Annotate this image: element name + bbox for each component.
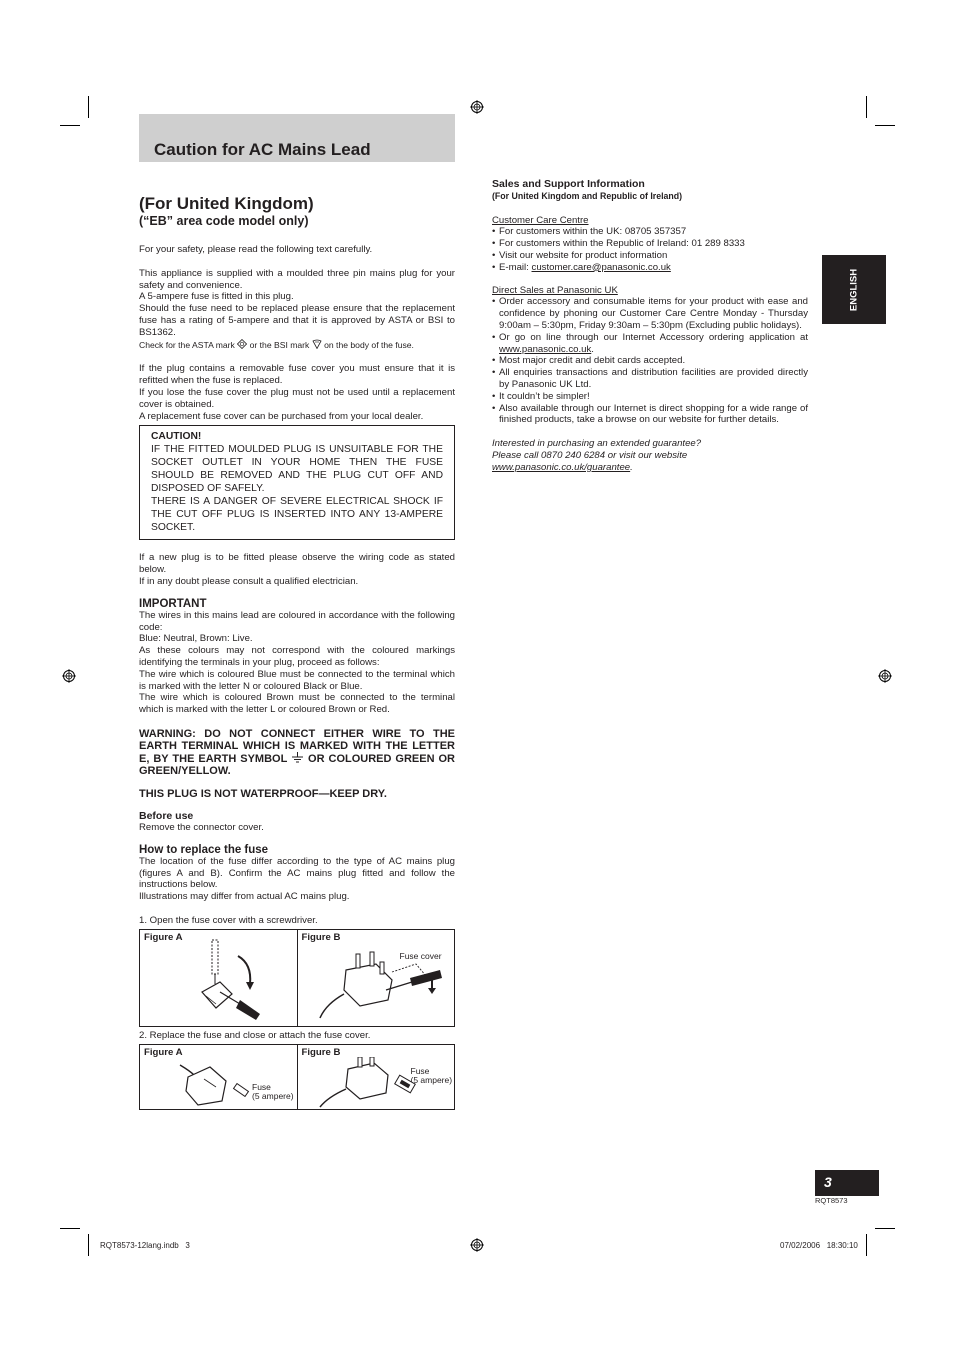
figure-row-replace <box>139 1044 455 1110</box>
crop-mark <box>60 1228 80 1229</box>
paragraph: This appliance is supplied with a moulded three pin mains plug for your safety and convenience. <box>139 267 455 291</box>
crop-mark <box>866 96 867 118</box>
list-item-text: Or go on line through our Internet Accessory ordering application at <box>499 331 808 343</box>
paragraph: A 5-ampere fuse is fitted in this plug. <box>139 291 294 303</box>
caution-text: IF THE FITTED MOULDED PLUG IS UNSUITABLE FOR THE SOCKET OUTLET IN YOUR HOME THEN THE FUSE SHOULD BE REMOVED AND THE PLUG CUT OFF AND DISPOSED OF SAFELY. <box>151 444 443 495</box>
list-item: • For customers within the Republic of Ireland: 01 289 8333 <box>492 238 808 250</box>
crop-mark <box>88 96 89 118</box>
care-centre-heading: Customer Care Centre <box>492 214 589 226</box>
paragraph: If the plug contains a removable fuse cover you must ensure that it is refitted when the fuse is replaced. <box>139 363 455 387</box>
care-centre-list <box>492 226 808 261</box>
sales-heading: Sales and Support Information <box>492 178 645 190</box>
registration-mark-icon <box>470 1238 484 1252</box>
warning-text-part: OR COLOURED GREEN OR GREEN/YELLOW. <box>139 752 455 777</box>
paragraph: The location of the fuse differ according to the type of AC mains plug (figures A and B). Confirm the AC mains plug fitted and follow the instructions below. <box>139 855 455 891</box>
asta-note-text: on the body of the fuse. <box>324 339 414 350</box>
caution-text: THERE IS A DANGER OF SEVERE ELECTRICAL SHOCK IF THE CUT OFF PLUG IS INSERTED INTO ANY 13-AMPERE SOCKET. <box>151 496 443 534</box>
crop-mark <box>88 1234 89 1256</box>
asta-note <box>139 339 455 352</box>
list-item: • It couldn’t be simpler! <box>492 391 808 403</box>
paragraph: Should the fuse need to be replaced please ensure that the replacement fuse has a rating of 5-ampere and that it is approved by ASTA or BSI to BS1362. <box>139 303 455 338</box>
guarantee-link[interactable]: www.panasonic.co.uk/guarantee <box>492 461 631 473</box>
fuse-rating-text: (5 ampere) <box>252 1091 294 1101</box>
figure-label: Figure A <box>144 931 183 943</box>
plug-a-fuse-illustration <box>176 1057 266 1107</box>
title-banner <box>139 114 455 162</box>
caution-title: CAUTION! <box>151 431 202 443</box>
paragraph: Remove the connector cover. <box>139 821 264 833</box>
page-number-box <box>815 1170 879 1196</box>
paragraph: If a new plug is to be fitted please observe the wiring code as stated below. <box>139 552 455 576</box>
list-item <box>492 262 808 274</box>
figure-b-open <box>297 930 455 1026</box>
guarantee-text: Please call 0870 240 6284 or visit our website <box>492 449 688 461</box>
registration-mark-icon <box>62 669 76 683</box>
list-item: • Most major credit and debit cards accepted. <box>492 355 808 367</box>
safety-intro: For your safety, please read the following text carefully. <box>139 244 373 255</box>
paragraph: As these colours may not correspond with the coloured markings identifying the terminals in your plug, proceed as follows: <box>139 645 455 668</box>
crop-mark <box>875 1228 895 1229</box>
figure-b-replace <box>297 1045 455 1109</box>
fuse-cover-label: Fuse cover <box>399 950 442 961</box>
warning-text-part: WARNING: DO NOT CONNECT EITHER WIRE TO THE EARTH TERMINAL WHICH IS MARKED WITH THE LETTER E, BY THE EARTH SYMBOL <box>139 727 455 765</box>
page-title: Caution for AC Mains Lead <box>154 140 371 159</box>
direct-sales-heading: Direct Sales at Panasonic UK <box>492 284 618 296</box>
list-item: • All enquiries transactions and distribution facilities are provided directly by Panasonic UK Ltd. <box>492 367 808 391</box>
guarantee-text: Interested in purchasing an extended guarantee? <box>492 438 702 450</box>
waterproof-note: THIS PLUG IS NOT WATERPROOF—KEEP DRY. <box>139 787 387 800</box>
list-item: • Order accessory and consumable items for your product with ease and confidence by phoning our Customer Care Centre Monday - Thursday 9:00am – 5:30pm, Friday 9:30am – 5:30pm (Excluding public holidays). <box>492 296 808 331</box>
paragraph: The wires in this mains lead are coloured in accordance with the following code: <box>139 609 455 633</box>
figure-a-open <box>140 930 297 1026</box>
registration-mark-icon <box>470 100 484 114</box>
before-use-heading: Before use <box>139 809 194 822</box>
email-link[interactable]: customer.care@panasonic.co.uk <box>531 261 671 273</box>
sales-subheading: (For United Kingdom and Republic of Ireland) <box>492 190 683 201</box>
left-column <box>139 194 455 1110</box>
language-tab-label: ENGLISH <box>848 268 860 311</box>
footer-filename: RQT8573-12lang.indb 3 <box>100 1241 190 1250</box>
paragraph: The wire which is coloured Brown must be connected to the terminal which is marked with the letter L or coloured Brown or Red. <box>139 692 455 716</box>
fuse-label-text: Fuse <box>410 1065 430 1076</box>
asta-mark-icon <box>237 339 247 349</box>
right-column <box>492 179 808 474</box>
fuse-rating-text: (5 ampere) <box>410 1075 453 1085</box>
figure-label: Figure B <box>301 1046 341 1058</box>
asta-note-text: or the BSI mark <box>249 339 310 350</box>
bsi-mark-icon <box>312 339 322 349</box>
registration-mark-icon <box>878 669 892 683</box>
crop-mark <box>875 125 895 126</box>
caution-box <box>139 425 455 540</box>
crop-mark <box>866 1234 867 1256</box>
plug-screwdriver-illustration <box>180 934 280 1024</box>
email-label: E-mail: <box>499 261 532 273</box>
website-link[interactable]: www.panasonic.co.uk <box>499 343 592 355</box>
crop-mark <box>60 125 80 126</box>
paragraph: If you lose the fuse cover the plug must not be used until a replacement cover is obtained. <box>139 386 455 410</box>
replace-fuse-heading: How to replace the fuse <box>139 843 269 856</box>
important-heading: IMPORTANT <box>139 597 207 610</box>
paragraph: Blue: Neutral, Brown: Live. <box>139 633 253 645</box>
earth-symbol-icon <box>291 752 304 763</box>
warning-text <box>139 728 455 777</box>
asta-note-text: Check for the ASTA mark <box>139 339 235 350</box>
list-item: • Also available through our Internet is direct shopping for a wide range of finished products, take a browse on our website for further details. <box>492 403 808 427</box>
figure-a-replace <box>140 1045 297 1109</box>
fuse-label-text: Fuse <box>252 1081 271 1092</box>
footer-timestamp: 07/02/2006 18:30:10 <box>780 1241 858 1250</box>
figure-label: Figure A <box>144 1046 183 1058</box>
step-2: 2. Replace the fuse and close or attach the fuse cover. <box>139 1029 371 1041</box>
figure-label: Figure B <box>301 931 341 943</box>
plug-b-fuse-illustration <box>316 1057 446 1109</box>
doc-code: RQT8573 <box>815 1196 848 1205</box>
plug-b-screwdriver-illustration <box>316 950 446 1024</box>
page-number: 3 <box>824 1174 832 1190</box>
language-tab <box>822 255 886 324</box>
list-item: • Or go on line through our Internet Accessory ordering application at www.panasonic.co.uk. <box>492 332 808 356</box>
section-subheading: (“EB” area code model only) <box>139 214 309 228</box>
section-heading: (For United Kingdom) <box>139 194 314 213</box>
paragraph: The wire which is coloured Blue must be connected to the terminal which is marked with the letter N or coloured Black or Blue. <box>139 668 455 692</box>
paragraph: If in any doubt please consult a qualified electrician. <box>139 575 359 587</box>
list-item: • For customers within the UK: 08705 357357 <box>492 226 808 238</box>
figure-row-open <box>139 929 455 1027</box>
paragraph: A replacement fuse cover can be purchased from your local dealer. <box>139 410 424 422</box>
paragraph: Illustrations may differ from actual AC mains plug. <box>139 891 350 903</box>
list-item: • Visit our website for product information <box>492 250 808 262</box>
step-1: 1. Open the fuse cover with a screwdriver. <box>139 914 318 926</box>
guarantee-line: www.panasonic.co.uk/guarantee. <box>492 461 633 473</box>
